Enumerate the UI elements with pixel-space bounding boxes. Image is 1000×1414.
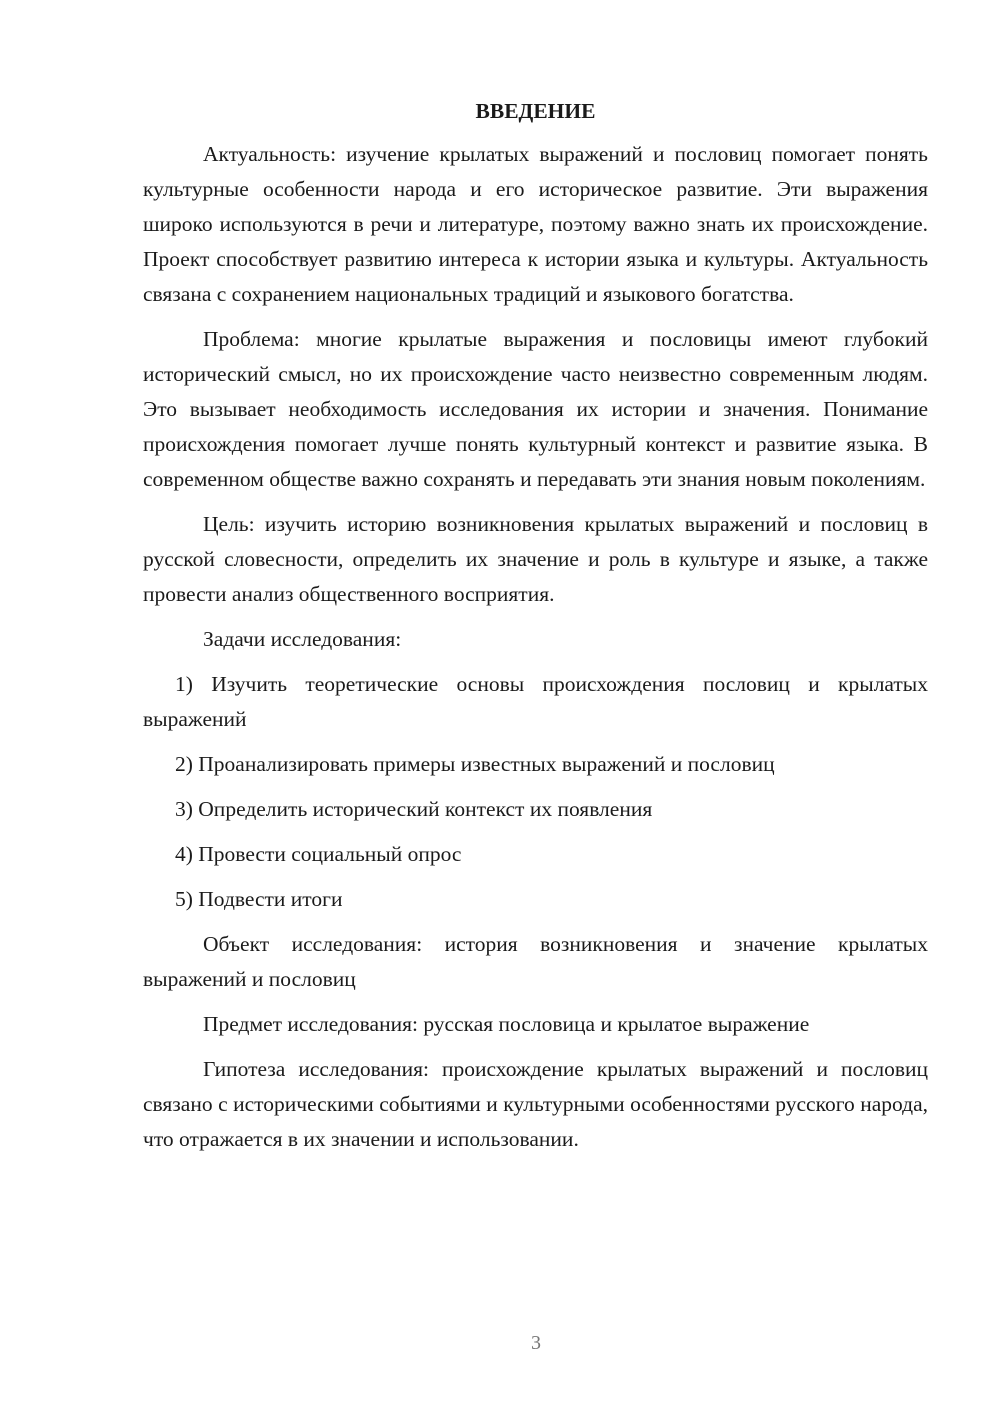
task-item-5: 5) Подвести итоги bbox=[175, 887, 343, 911]
page-number: 3 bbox=[531, 1332, 541, 1354]
task-item-3: 3) Определить исторический контекст их появления bbox=[175, 797, 653, 821]
hypothesis-paragraph: Гипотеза исследования: происхождение крылатых выражений и пословиц связано с историческими событиями и культурными особенностями русского народа, что отражается в их значении и использовании. bbox=[143, 1057, 928, 1151]
section-title: ВВЕДЕНИЕ bbox=[475, 99, 596, 123]
problem-paragraph: Проблема: многие крылатые выражения и пословицы имеют глубокий исторический смысл, но их происхождение часто неизвестно современным людям. Это вызывает необходимость исследования их истории и значения. Понимание происхождения помогает лучше понять культурный контекст и развитие языка. В современном обществе важно сохранять и передавать эти знания новым поколениям. bbox=[143, 327, 928, 491]
task-item-4: 4) Провести социальный опрос bbox=[175, 842, 462, 866]
task-item-2: 2) Проанализировать примеры известных выражений и пословиц bbox=[175, 752, 775, 776]
page-content bbox=[143, 97, 928, 1157]
goal-paragraph: Цель: изучить историю возникновения крылатых выражений и пословиц в русской словесности, определить их значение и роль в культуре и языке, а также провести анализ общественного восприятия. bbox=[143, 512, 928, 606]
task-item-1: 1) Изучить теоретические основы происхождения пословиц и крылатых выражений bbox=[143, 672, 928, 731]
relevance-paragraph: Актуальность: изучение крылатых выражений и пословиц помогает понять культурные особенности народа и его историческое развитие. Эти выражения широко используются в речи и литературе, поэтому важно знать их происхождение. Проект способствует развитию интереса к истории языка и культуры. Актуальность связана с сохранением национальных традиций и языкового богатства. bbox=[143, 142, 928, 306]
subject-paragraph: Предмет исследования: русская пословица и крылатое выражение bbox=[203, 1012, 810, 1036]
object-paragraph: Объект исследования: история возникновения и значение крылатых выражений и пословиц bbox=[143, 932, 928, 991]
tasks-heading: Задачи исследования: bbox=[203, 627, 402, 651]
